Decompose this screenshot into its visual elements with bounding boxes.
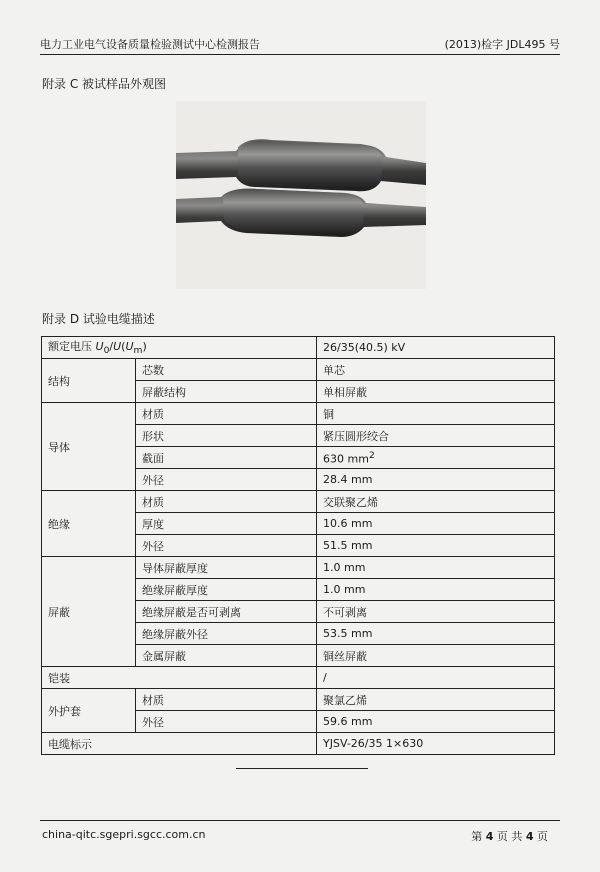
row-key: 材质 (136, 403, 317, 425)
header-report-number: (2013)检字 JDL495 号 (444, 38, 560, 51)
cable-spec-table (41, 336, 555, 755)
row-value: 紧压圆形绞合 (317, 425, 555, 447)
sample-photo (176, 101, 426, 289)
page-total: 4 (525, 830, 534, 843)
page-suffix: 页 (537, 830, 548, 843)
rated-voltage-value: 26/35(40.5) kV (317, 337, 555, 359)
voltage-subscript-m: m (133, 345, 143, 357)
row-key: 外径 (136, 535, 317, 557)
table-row (42, 359, 555, 381)
row-value: 1.0 mm (317, 579, 555, 601)
appendix-d-title: 附录 D 试验电缆描述 (42, 312, 155, 326)
row-key: 厚度 (136, 513, 317, 535)
row-value: YJSV-26/35 1×630 (317, 733, 555, 755)
footer-website: china-qitc.sgepri.sgcc.com.cn (42, 828, 206, 841)
cross-section-value: 630 mm (323, 452, 369, 466)
voltage-symbol-2: U (113, 340, 122, 354)
row-key: 绝缘屏蔽厚度 (136, 579, 317, 601)
voltage-close-paren: ) (142, 340, 147, 354)
row-value: 10.6 mm (317, 513, 555, 535)
voltage-symbol-m: U (125, 340, 134, 354)
group-jacket-label: 外护套 (42, 689, 136, 733)
appendix-c-title: 附录 C 被试样品外观图 (42, 77, 167, 91)
row-key: 外径 (136, 711, 317, 733)
row-value: 铜 (317, 403, 555, 425)
row-value-cross-section (317, 447, 555, 469)
row-key: 材质 (136, 491, 317, 513)
row-value: 51.5 mm (317, 535, 555, 557)
report-header (40, 32, 560, 52)
table-row (42, 689, 555, 711)
voltage-subscript-0: 0 (103, 345, 110, 357)
page-indicator (471, 828, 548, 844)
row-value: 53.5 mm (317, 623, 555, 645)
cross-section-exponent: 2 (368, 449, 375, 461)
row-value: 聚氯乙烯 (317, 689, 555, 711)
page-prefix: 第 (471, 830, 483, 843)
voltage-symbol: U (95, 340, 104, 354)
signature-line (236, 768, 368, 769)
row-value: 交联聚乙烯 (317, 491, 555, 513)
page-middle: 页 共 (496, 830, 523, 843)
row-key: 形状 (136, 425, 317, 447)
row-value: 28.4 mm (317, 469, 555, 491)
row-key: 绝缘屏蔽外径 (136, 623, 317, 645)
table-row (42, 733, 555, 755)
voltage-open-paren: ( (121, 340, 126, 354)
voltage-slash: / (109, 340, 114, 354)
row-key: 截面 (136, 447, 317, 469)
table-row (42, 337, 555, 359)
group-conductor-label: 导体 (42, 403, 136, 491)
group-armor-label: 铠装 (42, 667, 317, 689)
header-rule (40, 54, 560, 55)
group-marking-label: 电缆标示 (42, 733, 317, 755)
row-value: 铜丝屏蔽 (317, 645, 555, 667)
footer-rule (40, 820, 560, 821)
row-value: 单相屏蔽 (317, 381, 555, 403)
table-row (42, 403, 555, 425)
group-structure-label: 结构 (42, 359, 136, 403)
rated-voltage-label-cell (42, 337, 317, 359)
rated-voltage-label: 额定电压 (48, 340, 92, 354)
row-value: 单芯 (317, 359, 555, 381)
row-key: 导体屏蔽厚度 (136, 557, 317, 579)
report-footer (40, 828, 560, 846)
page-number: 4 (485, 830, 494, 843)
row-key: 屏蔽结构 (136, 381, 317, 403)
row-value: / (317, 667, 555, 689)
group-insulation-label: 绝缘 (42, 491, 136, 557)
row-key: 材质 (136, 689, 317, 711)
group-shield-label: 屏蔽 (42, 557, 136, 667)
table-row (42, 667, 555, 689)
row-key: 外径 (136, 469, 317, 491)
table-row (42, 491, 555, 513)
cable-photo-illustration (176, 101, 426, 289)
row-value: 不可剥离 (317, 601, 555, 623)
header-title: 电力工业电气设备质量检验测试中心检测报告 (40, 38, 260, 51)
row-value: 59.6 mm (317, 711, 555, 733)
table-row (42, 557, 555, 579)
row-key: 芯数 (136, 359, 317, 381)
row-key: 金属屏蔽 (136, 645, 317, 667)
row-key: 绝缘屏蔽是否可剥离 (136, 601, 317, 623)
row-value: 1.0 mm (317, 557, 555, 579)
